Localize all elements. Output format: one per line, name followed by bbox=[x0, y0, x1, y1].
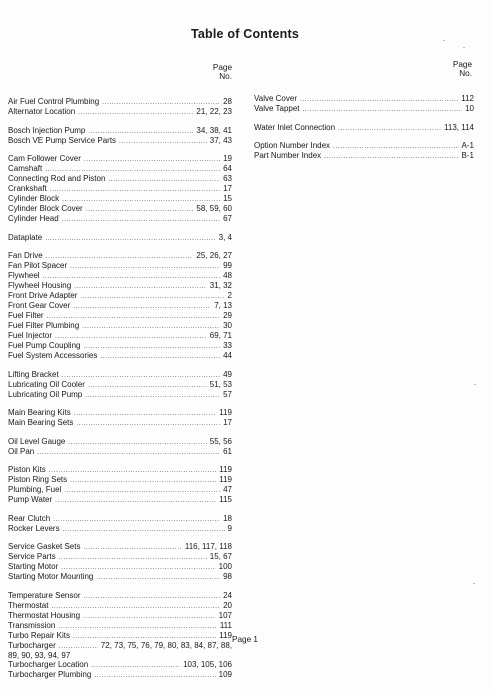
dot-leader bbox=[49, 466, 216, 475]
toc-entry-title: Oil Level Gauge bbox=[8, 436, 66, 446]
toc-entry bbox=[8, 214, 232, 224]
toc-entry-title: Lubricating Oil Pump bbox=[8, 389, 83, 399]
toc-entry bbox=[8, 301, 232, 311]
toc-entry bbox=[8, 621, 232, 631]
toc-entry-pages: 3, 4 bbox=[218, 232, 232, 242]
toc-entry-title: Cylinder Block bbox=[8, 194, 60, 203]
toc-entry-pages: 37, 43 bbox=[209, 135, 232, 145]
toc-entry bbox=[8, 591, 232, 601]
toc-entry bbox=[8, 271, 232, 281]
toc-entry-pages: 63 bbox=[223, 174, 232, 183]
dot-leader bbox=[333, 142, 459, 151]
toc-entry-pages: 64 bbox=[223, 164, 232, 173]
page-number-footer: Page 1 bbox=[232, 635, 258, 644]
dot-leader bbox=[74, 282, 207, 291]
toc-entry-title: Service Parts bbox=[8, 552, 56, 561]
toc-entry-title: Front Drive Adapter bbox=[8, 291, 78, 300]
dot-leader bbox=[73, 302, 211, 311]
toc-entry bbox=[8, 380, 232, 390]
toc-entry bbox=[8, 437, 232, 447]
toc-entry bbox=[8, 447, 232, 457]
scan-speck bbox=[473, 583, 475, 584]
scan-speck bbox=[463, 47, 465, 48]
dot-leader bbox=[88, 381, 207, 390]
toc-entry bbox=[8, 601, 232, 611]
toc-entry-title: Flywheel bbox=[8, 271, 40, 280]
group-spacer bbox=[8, 146, 232, 155]
toc-entry-pages: 119 bbox=[219, 475, 232, 484]
toc-entry-pages: 2 bbox=[227, 291, 232, 300]
toc-entry bbox=[8, 542, 232, 552]
toc-entry-pages: B-1 bbox=[461, 151, 474, 160]
toc-entry-title: Lifting Bracket bbox=[8, 369, 59, 379]
toc-entry-title: Option Number Index bbox=[254, 141, 331, 150]
dot-leader bbox=[86, 205, 194, 214]
toc-entry-title: Bosch Injection Pump bbox=[8, 125, 86, 135]
toc-entry bbox=[254, 123, 474, 133]
toc-entry bbox=[8, 164, 232, 174]
dot-leader bbox=[108, 175, 220, 184]
toc-entry-title: Turbocharger Plumbing bbox=[8, 669, 92, 679]
toc-entry-pages: 99 bbox=[223, 261, 232, 270]
toc-entry-title: Bosch VE Pump Service Parts bbox=[8, 135, 117, 145]
toc-entry-pages: 67 bbox=[223, 214, 232, 223]
toc-entry-title: Plumbing, Fuel bbox=[8, 485, 62, 494]
toc-entry-pages: 28 bbox=[223, 97, 232, 106]
toc-entry bbox=[8, 261, 232, 271]
toc-entry-title: Connecting Rod and Piston bbox=[8, 174, 106, 183]
dot-leader bbox=[94, 671, 215, 680]
toc-entry-pages: 30 bbox=[223, 321, 232, 330]
toc-entry-pages: 98 bbox=[223, 572, 232, 581]
toc-entry bbox=[8, 370, 232, 380]
toc-entry bbox=[8, 524, 232, 534]
dot-leader bbox=[84, 155, 220, 164]
group-spacer bbox=[254, 114, 474, 123]
toc-entry bbox=[8, 572, 232, 582]
toc-entry-pages: 55, 56 bbox=[209, 436, 232, 446]
dot-leader bbox=[100, 352, 220, 361]
toc-entry-pages: 9 bbox=[227, 523, 232, 533]
toc-entry bbox=[8, 311, 232, 321]
toc-entry-title: Fan Drive bbox=[8, 251, 43, 260]
toc-entry-title: Piston Ring Sets bbox=[8, 475, 68, 484]
dot-leader bbox=[62, 195, 220, 204]
toc-entry-pages: 100 bbox=[218, 562, 232, 571]
group-spacer bbox=[8, 361, 232, 370]
toc-entry bbox=[8, 136, 232, 146]
toc-entry-pages: 34, 38, 41 bbox=[196, 125, 232, 135]
toc-entry-pages: 113, 114 bbox=[444, 122, 474, 132]
page-title: Table of Contents bbox=[190, 27, 300, 41]
toc-entry-title: Valve Cover bbox=[254, 94, 297, 103]
toc-entry-title: Main Bearing Sets bbox=[8, 418, 74, 427]
toc-entry-pages: 21, 22, 23 bbox=[196, 107, 232, 116]
toc-entry-pages: 7, 13 bbox=[214, 301, 232, 310]
toc-entry bbox=[8, 251, 232, 261]
toc-entry-title: Fuel Pump Coupling bbox=[8, 341, 81, 350]
toc-entry-pages: 31, 32 bbox=[209, 281, 232, 290]
dot-leader bbox=[102, 98, 220, 107]
toc-entry-title: Thermostat bbox=[8, 600, 49, 610]
dot-leader bbox=[63, 525, 225, 534]
dot-leader bbox=[70, 262, 220, 271]
dot-leader bbox=[62, 371, 220, 380]
toc-entry-title: Fan Pilot Spacer bbox=[8, 261, 68, 270]
toc-entry-pages: 48 bbox=[223, 271, 232, 280]
dot-leader bbox=[74, 409, 217, 418]
left-heading-line-1: Page bbox=[212, 63, 232, 72]
toc-entry-title: Starting Motor Mounting bbox=[8, 572, 94, 581]
toc-entry-pages: 107 bbox=[218, 610, 232, 620]
dot-leader bbox=[83, 543, 181, 552]
toc-entry-pages: 119 bbox=[219, 465, 232, 474]
toc-entry-pages: 51, 53 bbox=[209, 379, 232, 389]
dot-leader bbox=[96, 573, 220, 582]
dot-leader bbox=[50, 185, 220, 194]
dot-leader bbox=[46, 252, 194, 261]
dot-leader bbox=[43, 272, 221, 281]
toc-entry-title: Turbocharger Location bbox=[8, 659, 89, 669]
toc-entry-pages: 17 bbox=[223, 184, 232, 193]
toc-entry-pages: 72, 73, 75, 76, 79, 80, 83, 84, 87, 88, bbox=[100, 640, 232, 650]
dot-leader bbox=[59, 553, 207, 562]
toc-entry-pages: A-1 bbox=[461, 141, 474, 150]
toc-entry bbox=[254, 151, 474, 161]
dot-leader bbox=[64, 486, 220, 495]
toc-entry-pages: 10 bbox=[465, 104, 474, 113]
right-toc-column bbox=[254, 94, 474, 161]
toc-entry bbox=[8, 331, 232, 341]
toc-entry bbox=[8, 233, 232, 243]
group-spacer bbox=[8, 400, 232, 409]
toc-entry-title: Fuel Injector bbox=[8, 331, 53, 340]
dot-leader bbox=[338, 124, 441, 133]
toc-entry-title: Service Gasket Sets bbox=[8, 542, 81, 551]
toc-entry-title: Thermostat Housing bbox=[8, 610, 81, 620]
toc-entry-pages: 19 bbox=[223, 154, 232, 163]
toc-entry-title: Turbocharger bbox=[8, 640, 56, 650]
toc-entry-pages: 57 bbox=[223, 389, 232, 399]
toc-entry-pages: 25, 26, 27 bbox=[196, 251, 232, 260]
toc-entry bbox=[8, 465, 232, 475]
dot-leader bbox=[76, 419, 220, 428]
toc-entry-title: Lubricating Oil Cooler bbox=[8, 379, 85, 389]
toc-entry bbox=[8, 204, 232, 214]
toc-entry bbox=[254, 104, 474, 114]
toc-entry-pages: 17 bbox=[223, 418, 232, 427]
dot-leader bbox=[300, 95, 458, 104]
toc-entry bbox=[8, 418, 232, 428]
toc-entry-title: Temperature Sensor bbox=[8, 590, 81, 600]
toc-entry-title: Fuel System Accessories bbox=[8, 351, 98, 360]
toc-entry-pages: 15 bbox=[223, 194, 232, 203]
dot-leader bbox=[91, 661, 180, 670]
toc-entry-title: Crankshaft bbox=[8, 184, 47, 193]
toc-entry-title: Transmission bbox=[8, 620, 56, 630]
toc-entry-pages: 20 bbox=[223, 600, 232, 610]
dot-leader bbox=[82, 322, 220, 331]
toc-entry-pages: 112 bbox=[461, 94, 474, 103]
toc-entry-title: Starting Motor bbox=[8, 562, 59, 571]
toc-entry bbox=[8, 341, 232, 351]
left-toc-column bbox=[8, 97, 232, 680]
toc-entry bbox=[8, 611, 232, 621]
toc-entry-pages: 69, 71 bbox=[209, 331, 232, 340]
group-spacer bbox=[254, 133, 474, 142]
dot-leader bbox=[119, 137, 207, 146]
group-spacer bbox=[8, 505, 232, 514]
dot-leader bbox=[324, 152, 458, 161]
toc-entry-pages: 115 bbox=[219, 495, 232, 504]
toc-entry-title: Cylinder Block Cover bbox=[8, 204, 83, 213]
right-page-column-heading bbox=[430, 60, 472, 79]
toc-entry-title: Piston Kits bbox=[8, 465, 46, 474]
toc-entry-pages: 44 bbox=[223, 351, 232, 360]
dot-leader bbox=[61, 563, 215, 572]
toc-entry-pages: 24 bbox=[223, 590, 232, 600]
group-spacer bbox=[8, 117, 232, 126]
toc-entry bbox=[8, 475, 232, 485]
toc-entry bbox=[8, 408, 232, 418]
toc-entry-title: Rear Clutch bbox=[8, 513, 51, 523]
toc-entry-pages-continued: 89, 90, 93, 94, 97 bbox=[8, 650, 71, 660]
toc-entry-title: Water Inlet Connection bbox=[254, 122, 336, 132]
dot-leader bbox=[68, 438, 206, 447]
toc-entry-pages: 61 bbox=[223, 446, 232, 456]
toc-entry-pages: 119 bbox=[219, 408, 232, 417]
dot-leader bbox=[78, 108, 193, 117]
toc-entry bbox=[8, 126, 232, 136]
toc-entry-pages: 58, 59, 60 bbox=[196, 204, 232, 213]
toc-entry bbox=[254, 94, 474, 104]
toc-entry-title: Oil Pan bbox=[8, 446, 35, 456]
dot-leader bbox=[47, 312, 221, 321]
scan-speck bbox=[443, 40, 445, 41]
toc-entry bbox=[8, 321, 232, 331]
dot-leader bbox=[80, 292, 224, 301]
toc-entry bbox=[8, 514, 232, 524]
toc-entry bbox=[8, 562, 232, 572]
toc-entry-title: Front Gear Cover bbox=[8, 301, 71, 310]
toc-entry bbox=[8, 670, 232, 680]
toc-entry-title: Pump Water bbox=[8, 495, 53, 504]
toc-entry-title: Rocker Levers bbox=[8, 523, 60, 533]
toc-entry-title: Air Fuel Control Plumbing bbox=[8, 97, 100, 106]
toc-entry-title: Fuel Filter bbox=[8, 311, 44, 320]
toc-entry bbox=[8, 97, 232, 107]
toc-entry-title: Part Number Index bbox=[254, 151, 322, 160]
toc-entry bbox=[8, 390, 232, 400]
group-spacer bbox=[8, 224, 232, 233]
right-heading-line-1: Page bbox=[452, 60, 472, 69]
dot-leader bbox=[58, 622, 217, 631]
toc-entry-pages: 109 bbox=[218, 669, 232, 679]
toc-entry-title: Flywheel Housing bbox=[8, 281, 72, 290]
toc-entry-title: Dataplate bbox=[8, 232, 43, 242]
toc-entry bbox=[8, 351, 232, 361]
toc-entry-title: Alternator Location bbox=[8, 107, 76, 116]
toc-entry bbox=[8, 291, 232, 301]
dot-leader bbox=[88, 127, 193, 136]
toc-entry bbox=[8, 495, 232, 505]
toc-entry-pages: 18 bbox=[223, 513, 232, 523]
toc-entry bbox=[8, 107, 232, 117]
group-spacer bbox=[8, 428, 232, 437]
toc-entry-title: Main Bearing Kits bbox=[8, 408, 71, 417]
toc-entry-pages: 111 bbox=[219, 620, 232, 630]
dot-leader bbox=[37, 448, 220, 457]
toc-entry bbox=[8, 281, 232, 291]
dot-leader bbox=[45, 165, 220, 174]
toc-entry bbox=[8, 552, 232, 562]
toc-entry-pages: 49 bbox=[223, 369, 232, 379]
dot-leader bbox=[55, 332, 207, 341]
dot-leader bbox=[85, 391, 220, 400]
dot-leader bbox=[303, 105, 463, 114]
toc-entry-pages: 29 bbox=[223, 311, 232, 320]
dot-leader bbox=[83, 342, 220, 351]
dot-leader bbox=[53, 515, 220, 524]
toc-entry bbox=[8, 154, 232, 164]
toc-entry-title: Fuel Filter Plumbing bbox=[8, 321, 80, 330]
dot-leader bbox=[55, 496, 216, 505]
toc-entry bbox=[8, 660, 232, 670]
toc-entry-pages: 103, 105, 106 bbox=[183, 659, 232, 669]
dot-leader bbox=[62, 215, 220, 224]
group-spacer bbox=[8, 582, 232, 591]
group-spacer bbox=[8, 534, 232, 543]
dot-leader bbox=[70, 476, 216, 485]
toc-entry-pages: 119 bbox=[219, 630, 232, 640]
scan-speck bbox=[474, 384, 476, 385]
toc-entry-pages: 47 bbox=[223, 485, 232, 494]
toc-entry-title: Cylinder Head bbox=[8, 214, 59, 223]
dot-leader bbox=[83, 612, 216, 621]
toc-entry bbox=[8, 174, 232, 184]
dot-leader bbox=[45, 234, 215, 243]
group-spacer bbox=[8, 243, 232, 252]
toc-entry-title: Valve Tappet bbox=[254, 104, 300, 113]
toc-entry-title: Cam Follower Cover bbox=[8, 154, 81, 163]
toc-entry-pages: 15, 67 bbox=[209, 552, 232, 561]
toc-entry bbox=[8, 194, 232, 204]
dot-leader bbox=[83, 592, 220, 601]
left-heading-line-2: No. bbox=[219, 72, 232, 82]
group-spacer bbox=[8, 457, 232, 466]
right-heading-line-2: No. bbox=[459, 69, 472, 79]
toc-entry-pages: 116, 117, 118 bbox=[184, 542, 232, 551]
toc-entry-title: Turbo Repair Kits bbox=[8, 630, 70, 640]
toc-entry bbox=[8, 184, 232, 194]
toc-entry-title: Camshaft bbox=[8, 164, 43, 173]
toc-entry-pages: 33 bbox=[223, 341, 232, 350]
left-page-column-heading bbox=[190, 63, 232, 82]
toc-entry bbox=[8, 485, 232, 495]
dot-leader bbox=[51, 602, 220, 611]
toc-entry bbox=[254, 141, 474, 151]
